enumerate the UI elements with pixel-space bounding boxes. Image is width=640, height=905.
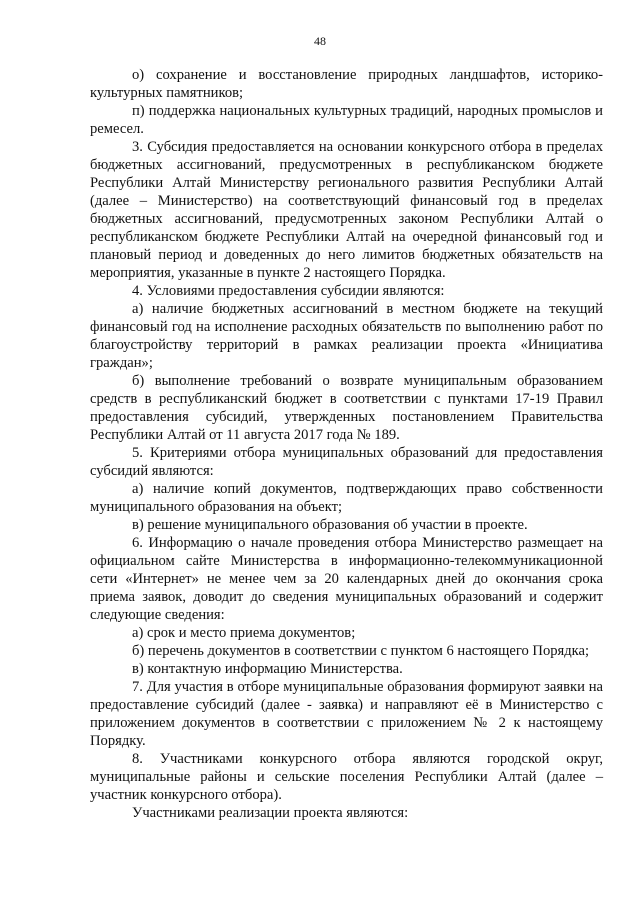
paragraph-item-p: п) поддержка национальных культурных традиций, народных промыслов и ремесел. [90,103,603,137]
paragraph-8: 8. Участниками конкурсного отбора являются городской округ, муниципальные районы и сельские поселения Республики Алтай (далее – участник конкурсного отбора). [90,751,603,803]
paragraph-7: 7. Для участия в отборе муниципальные образования формируют заявки на предоставление субсидий (далее - заявка) и направляют её в Министерство с приложением документов в соответствии с приложением № 2 к настоящему Порядку. [90,679,603,749]
paragraph-5-v: в) решение муниципального образования об участии в проекте. [132,517,528,533]
paragraph-4-a: а) наличие бюджетных ассигнований в местном бюджете на текущий финансовый год на исполнение расходных обязательств по выполнению работ по благоустройству территорий в рамках реализации проекта «Инициатива граждан»; [90,301,603,371]
paragraph-item-o: о) сохранение и восстановление природных ландшафтов, историко-культурных памятников; [90,67,603,101]
paragraph-6-a: а) срок и место приема документов; [132,625,356,641]
paragraph-6-b: б) перечень документов в соответствии с пунктом 6 настоящего Порядка; [132,643,590,659]
paragraph-3: 3. Субсидия предоставляется на основании конкурсного отбора в пределах бюджетных ассигнований, предусмотренных в республиканском бюджете Республики Алтай Министерству регионального развития Республики Алтай (далее – Министерство) на соответствующий финансовый год в пределах бюджетных ассигнований, предусмотренных законом Республики Алтай о республиканском бюджете Республики Алтай на очередной финансовый год и плановый период и доведенных до него лимитов бюджетных обязательств на мероприятия, указанные в пункте 2 настоящего Порядка. [90,139,603,281]
paragraph-4: 4. Условиями предоставления субсидии являются: [132,283,445,299]
paragraph-participants: Участниками реализации проекта являются: [132,805,409,821]
page-number: 48 [314,34,326,48]
paragraph-5-a: а) наличие копий документов, подтверждающих право собственности муниципального образования на объект; [90,481,603,515]
paragraph-5: 5. Критериями отбора муниципальных образований для предоставления субсидий являются: [90,445,603,479]
paragraph-6: 6. Информацию о начале проведения отбора Министерство размещает на официальном сайте Министерства в информационно-телекоммуникационной сети «Интернет» не менее чем за 20 календарных дней до окончания срока приема заявок, доводит до сведения муниципальных образований и содержит следующие сведения: [90,535,603,623]
paragraph-6-v: в) контактную информацию Министерства. [132,661,403,677]
document-body [90,66,603,822]
paragraph-4-b: б) выполнение требований о возврате муниципальным образованием средств в республиканский бюджет в соответствии с пунктами 17-19 Правил предоставления субсидий, утвержденных постановлением Правительства Республики Алтай от 11 августа 2017 года № 189. [90,373,603,443]
